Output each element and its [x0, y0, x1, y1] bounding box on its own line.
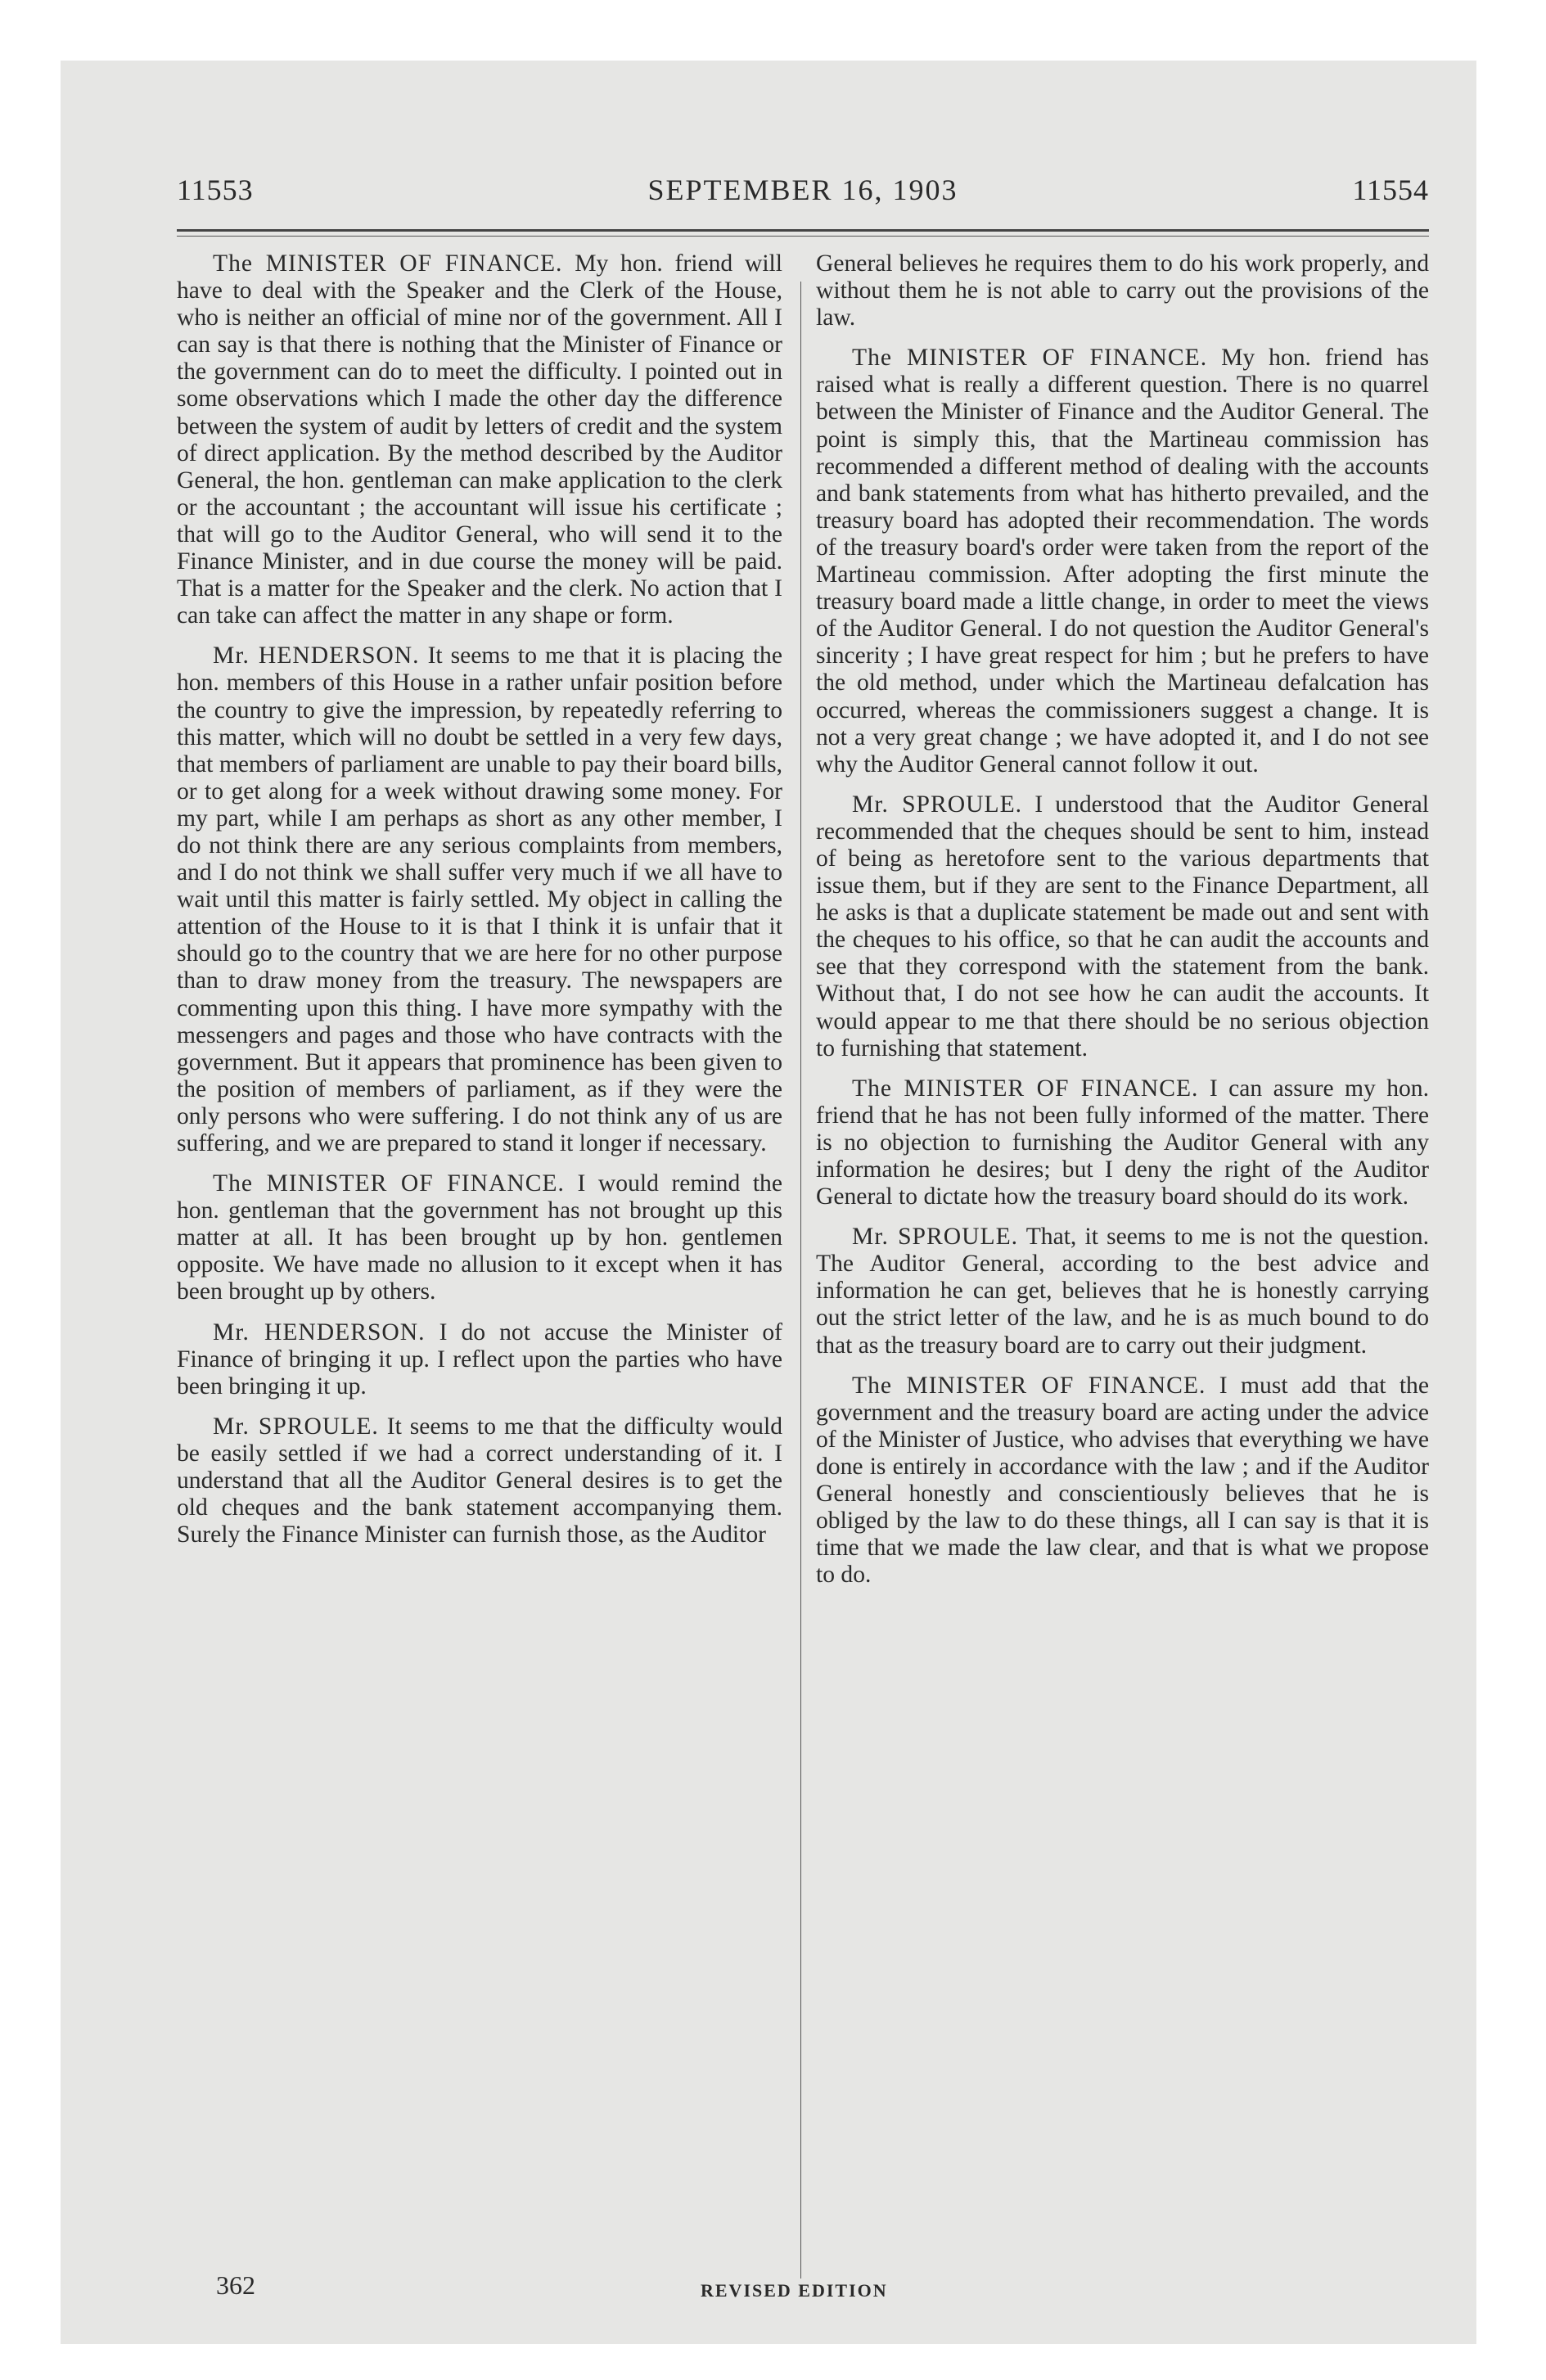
speech-text: I do not accuse the Minister of Finance of bringing it up. I reflect upon the parties who have been bringing it up. [177, 1318, 782, 1400]
speech-text: I would remind the hon. gentleman that the government has not brought up this matter at all. It has been brought up by hon. gentlemen opposite. We have made no allusion to it except when it has been brought up by others. [177, 1170, 782, 1305]
right-column [816, 250, 1429, 1602]
speech-paragraph [816, 791, 1429, 1062]
right-page-number: 11554 [1352, 174, 1429, 206]
page-date: SEPTEMBER 16, 1903 [647, 174, 958, 206]
speech-paragraph [177, 250, 782, 629]
scanned-page-background [61, 61, 1476, 2344]
speech-text: General believes he requires them to do his work properly, and without them he is not able to carry out the provisions of the law. [816, 250, 1429, 331]
left-page-number: 11553 [177, 174, 254, 206]
speaker-name: The MINISTER OF FINANCE. [852, 1372, 1206, 1399]
speaker-name: Mr. SPROULE. [213, 1413, 379, 1440]
speech-text: My hon. friend has raised what is really a different question. There is no quarrel between the Minister of Finance and the Auditor General. The point is simply this, that the Martineau commission has recommended a different method of dealing with the accounts and bank statements from what has hitherto prevailed, and the treasury board has adopted their recommendation. The words of the treasury board's order were taken from the report of the Martineau commission. After adopting the first minute the treasury board made a little change, in order to meet the views of the Auditor General. I do not question the Auditor General's sincerity ; I have great respect for him ; but he prefers to have the old method, under which the Martineau defalcation has occurred, whereas the commissioners suggest a change. It is not a very great change ; we have adopted it, and I do not see why the Auditor General cannot follow it out. [816, 345, 1429, 778]
speech-paragraph [816, 1373, 1429, 1589]
speaker-name: The MINISTER OF FINANCE. [213, 250, 563, 277]
speech-paragraph [177, 1319, 782, 1400]
speech-text: That, it seems to me is not the question. The Auditor General, according to the best advice and information he can get, believes that he is honestly carrying out the strict letter of the law, and he is as much bound to do that as the treasury board are to carry out their judgment. [816, 1224, 1429, 1359]
speech-text: It seems to me that it is placing the hon. members of this House in a rather unfair position before the country to give the impression, by repeatedly referring to this matter, which will no doubt be settled in a very few days, that members of parliament are unable to pay their board bills, or to get along for a week without drawing some money. For my part, while I am perhaps as short as any other member, I do not think there are any serious complaints from members, and I do not think we shall suffer very much if we all have to wait until this matter is fairly settled. My object in calling the attention of the House to it is that I think it is unfair that it should go to the country that we are here for no other purpose than to draw money from the treasury. The newspapers are commenting upon this thing. I have more sympathy with the messengers and pages and those who have contracts with the government. But it appears that prominence has been given to the position of members of parliament, as if they were the only persons who were suffering. I do not think any of us are suffering, and we are prepared to stand it longer if necessary. [177, 642, 782, 1156]
speech-paragraph [177, 1170, 782, 1305]
speech-text: My hon. friend will have to deal with the Speaker and the Clerk of the House, who is neither an official of mine nor of the government. All I can say is that there is nothing that the Minister of Finance or the government can do to meet the difficulty. I pointed out in some observations which I made the other day the difference between the system of audit by letters of credit and the system of direct application. By the method described by the Auditor General, the hon. gentleman can make application to the clerk or the accountant ; the accountant will issue his certificate ; that will go to the Auditor General, who will send it to the Finance Minister, and in due course the money will be paid. That is a matter for the Speaker and the clerk. No action that I can take can affect the matter in any shape or form. [177, 250, 782, 629]
speaker-name: Mr. SPROULE. [852, 1224, 1019, 1251]
speaker-name: Mr. HENDERSON. [213, 1318, 426, 1346]
speech-paragraph [816, 345, 1429, 778]
speaker-name: Mr. HENDERSON. [213, 642, 420, 669]
speech-text: I understood that the Auditor General recommended that the cheques should be sent to him, instead of being as heretofore sent to the various departments that issue them, but if they are sent to the Finance Department, all he asks is that a duplicate statement be made out and sent with the cheques to his office, so that he can audit the accounts and see that they correspond with the statement from the bank. Without that, I do not see how he can audit the accounts. It would appear to me that there should be no serious objection to furnishing that statement. [816, 791, 1429, 1062]
speech-text: I must add that the government and the treasury board are acting under the advice of the Minister of Justice, who advises that everything we have done is entirely in accordance with the law ; and if the Auditor General honestly and conscientiously believes that he is obliged by the law to do these things, all I can say is that it is time that we made the law clear, and that is what we propose to do. [816, 1372, 1429, 1589]
speaker-name: The MINISTER OF FINANCE. [852, 345, 1208, 372]
speech-text: I can assure my hon. friend that he has not been fully informed of the matter. There is no objection to furnishing the Auditor General with any information he desires; but I deny the right of the Auditor General to dictate how the treasury board should do its work. [816, 1075, 1430, 1210]
page-header [177, 165, 1429, 214]
speech-paragraph [177, 1413, 782, 1548]
column-divider [800, 282, 801, 2279]
speaker-name: The MINISTER OF FINANCE. [213, 1170, 565, 1197]
speech-continuation [816, 250, 1429, 331]
speaker-name: The MINISTER OF FINANCE. [852, 1075, 1199, 1102]
speech-paragraph [816, 1224, 1429, 1359]
hansard-page [177, 61, 1429, 2344]
footer-page-number: 362 [216, 2270, 255, 2300]
header-rule-thick [177, 229, 1429, 232]
footer-edition: REVISED EDITION [701, 2280, 888, 2301]
speech-text: It seems to me that the difficulty would be easily settled if we had a correct understanding of it. I understand that all the Auditor General desires is to get the old cheques and the bank statement accompanying them. Surely the Finance Minister can furnish those, as the Auditor [177, 1413, 782, 1548]
speech-paragraph [816, 1075, 1429, 1210]
left-column [177, 250, 782, 1562]
speaker-name: Mr. SPROULE. [852, 791, 1023, 818]
speech-paragraph [177, 642, 782, 1157]
header-rule-thin [177, 236, 1429, 237]
